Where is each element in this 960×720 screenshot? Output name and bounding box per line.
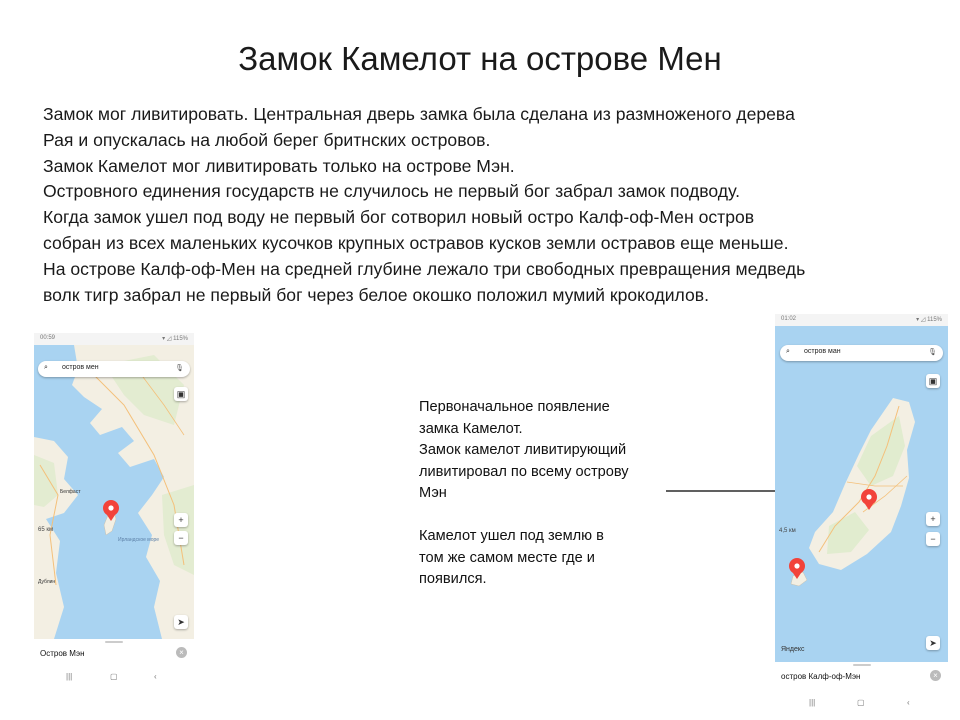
- map-provider-logo: Яндекс: [781, 646, 805, 653]
- paragraph-line: собран из всех маленьких кусочков крупных остравов кусков земли остравов еще меньше.: [43, 232, 789, 253]
- phone-screenshot-isle-of-man: [34, 333, 194, 686]
- note-line: Мэн: [419, 485, 447, 502]
- status-indicators: ▾ ◿ 115%: [916, 317, 942, 323]
- search-icon: ⌕: [786, 348, 790, 355]
- map-canvas: [34, 345, 194, 639]
- back-icon[interactable]: ‹: [907, 698, 910, 707]
- annotation-note: [419, 397, 679, 591]
- scale-label: 65 км: [38, 527, 54, 533]
- zoom-out-button[interactable]: −: [926, 532, 940, 546]
- recents-icon[interactable]: |||: [66, 672, 73, 681]
- close-icon[interactable]: ×: [930, 670, 941, 681]
- map-label-city: Дублин: [38, 579, 56, 585]
- status-indicators: ▾ ◿ 115%: [162, 336, 188, 342]
- status-bar: [775, 314, 948, 326]
- home-icon[interactable]: ▢: [857, 698, 865, 707]
- note-line: Замок камелот ливитирующий: [419, 442, 627, 459]
- close-icon[interactable]: ×: [176, 647, 187, 658]
- paragraph-line: Замок Камелот мог ливитировать только на острове Мэн.: [43, 155, 515, 176]
- microphone-icon[interactable]: 🎙: [175, 365, 184, 372]
- map-view[interactable]: [34, 345, 194, 639]
- microphone-icon[interactable]: 🎙: [928, 349, 937, 356]
- paragraph-line: Когда замок ушел под воду не первый бог сотворил новый остро Калф-оф-Мен остров: [43, 207, 755, 228]
- map-canvas: [775, 326, 948, 662]
- note-line: появился.: [419, 571, 487, 588]
- slide-paragraph: [43, 102, 923, 308]
- locate-me-button[interactable]: ➤: [174, 615, 188, 629]
- slide-title: Замок Камелот на острове Мен: [238, 40, 722, 77]
- status-bar: [34, 333, 194, 345]
- locate-me-button[interactable]: ➤: [926, 636, 940, 650]
- note-line: том же самом месте где и: [419, 549, 595, 566]
- layers-button[interactable]: ▣: [926, 374, 940, 388]
- note-line: Камелот ушел под землю в: [419, 527, 604, 544]
- layers-button[interactable]: ▣: [174, 387, 188, 401]
- paragraph-line: Рая и опускалась на любой берег бритнских островов.: [43, 129, 491, 150]
- note-line: ливитировал по всему острову: [419, 463, 629, 480]
- paragraph-line: Замок мог ливитировать. Центральная дверь замка была сделана из размноженого дерева: [43, 104, 795, 124]
- bottom-sheet[interactable]: [34, 639, 194, 669]
- note-line: Первоначальное появление: [419, 399, 610, 415]
- search-query: остров мен: [62, 364, 99, 371]
- paragraph-line: Островного единения государств не случилось не первый бог забрал замок подводу.: [43, 181, 740, 202]
- recents-icon[interactable]: |||: [809, 698, 816, 707]
- search-bar[interactable]: [38, 361, 190, 377]
- sheet-handle[interactable]: [853, 664, 871, 666]
- phone-screenshot-calf-of-man: [775, 314, 948, 712]
- android-nav-bar: [775, 696, 948, 712]
- zoom-out-button[interactable]: −: [174, 531, 188, 545]
- search-bar[interactable]: [780, 345, 943, 361]
- status-time: 01:02: [781, 316, 797, 322]
- zoom-in-button[interactable]: +: [926, 512, 940, 526]
- back-icon[interactable]: ‹: [154, 672, 157, 681]
- paragraph-line: волк тигр забрал не первый бог через белое окошко положил мумий крокодилов.: [43, 284, 710, 305]
- paragraph-line: На острове Калф-оф-Мен на средней глубине лежало три свободных превращения медведь: [43, 258, 806, 279]
- status-time: 00:59: [40, 335, 56, 341]
- map-label-sea: Ирландское море: [118, 537, 160, 543]
- scale-label: 4,5 км: [779, 528, 796, 534]
- search-query: остров ман: [804, 348, 841, 355]
- note-line: замка Камелот.: [419, 420, 523, 437]
- search-icon: ⌕: [44, 364, 48, 371]
- zoom-in-button[interactable]: +: [174, 513, 188, 527]
- place-name: Остров Мэн: [40, 649, 85, 658]
- home-icon[interactable]: ▢: [110, 672, 118, 681]
- android-nav-bar: [34, 670, 194, 686]
- sheet-handle[interactable]: [105, 641, 123, 643]
- map-label-city: Белфаст: [60, 489, 81, 495]
- bottom-sheet[interactable]: [775, 662, 948, 692]
- place-name: остров Калф-оф-Мэн: [781, 672, 861, 681]
- map-view[interactable]: [775, 326, 948, 662]
